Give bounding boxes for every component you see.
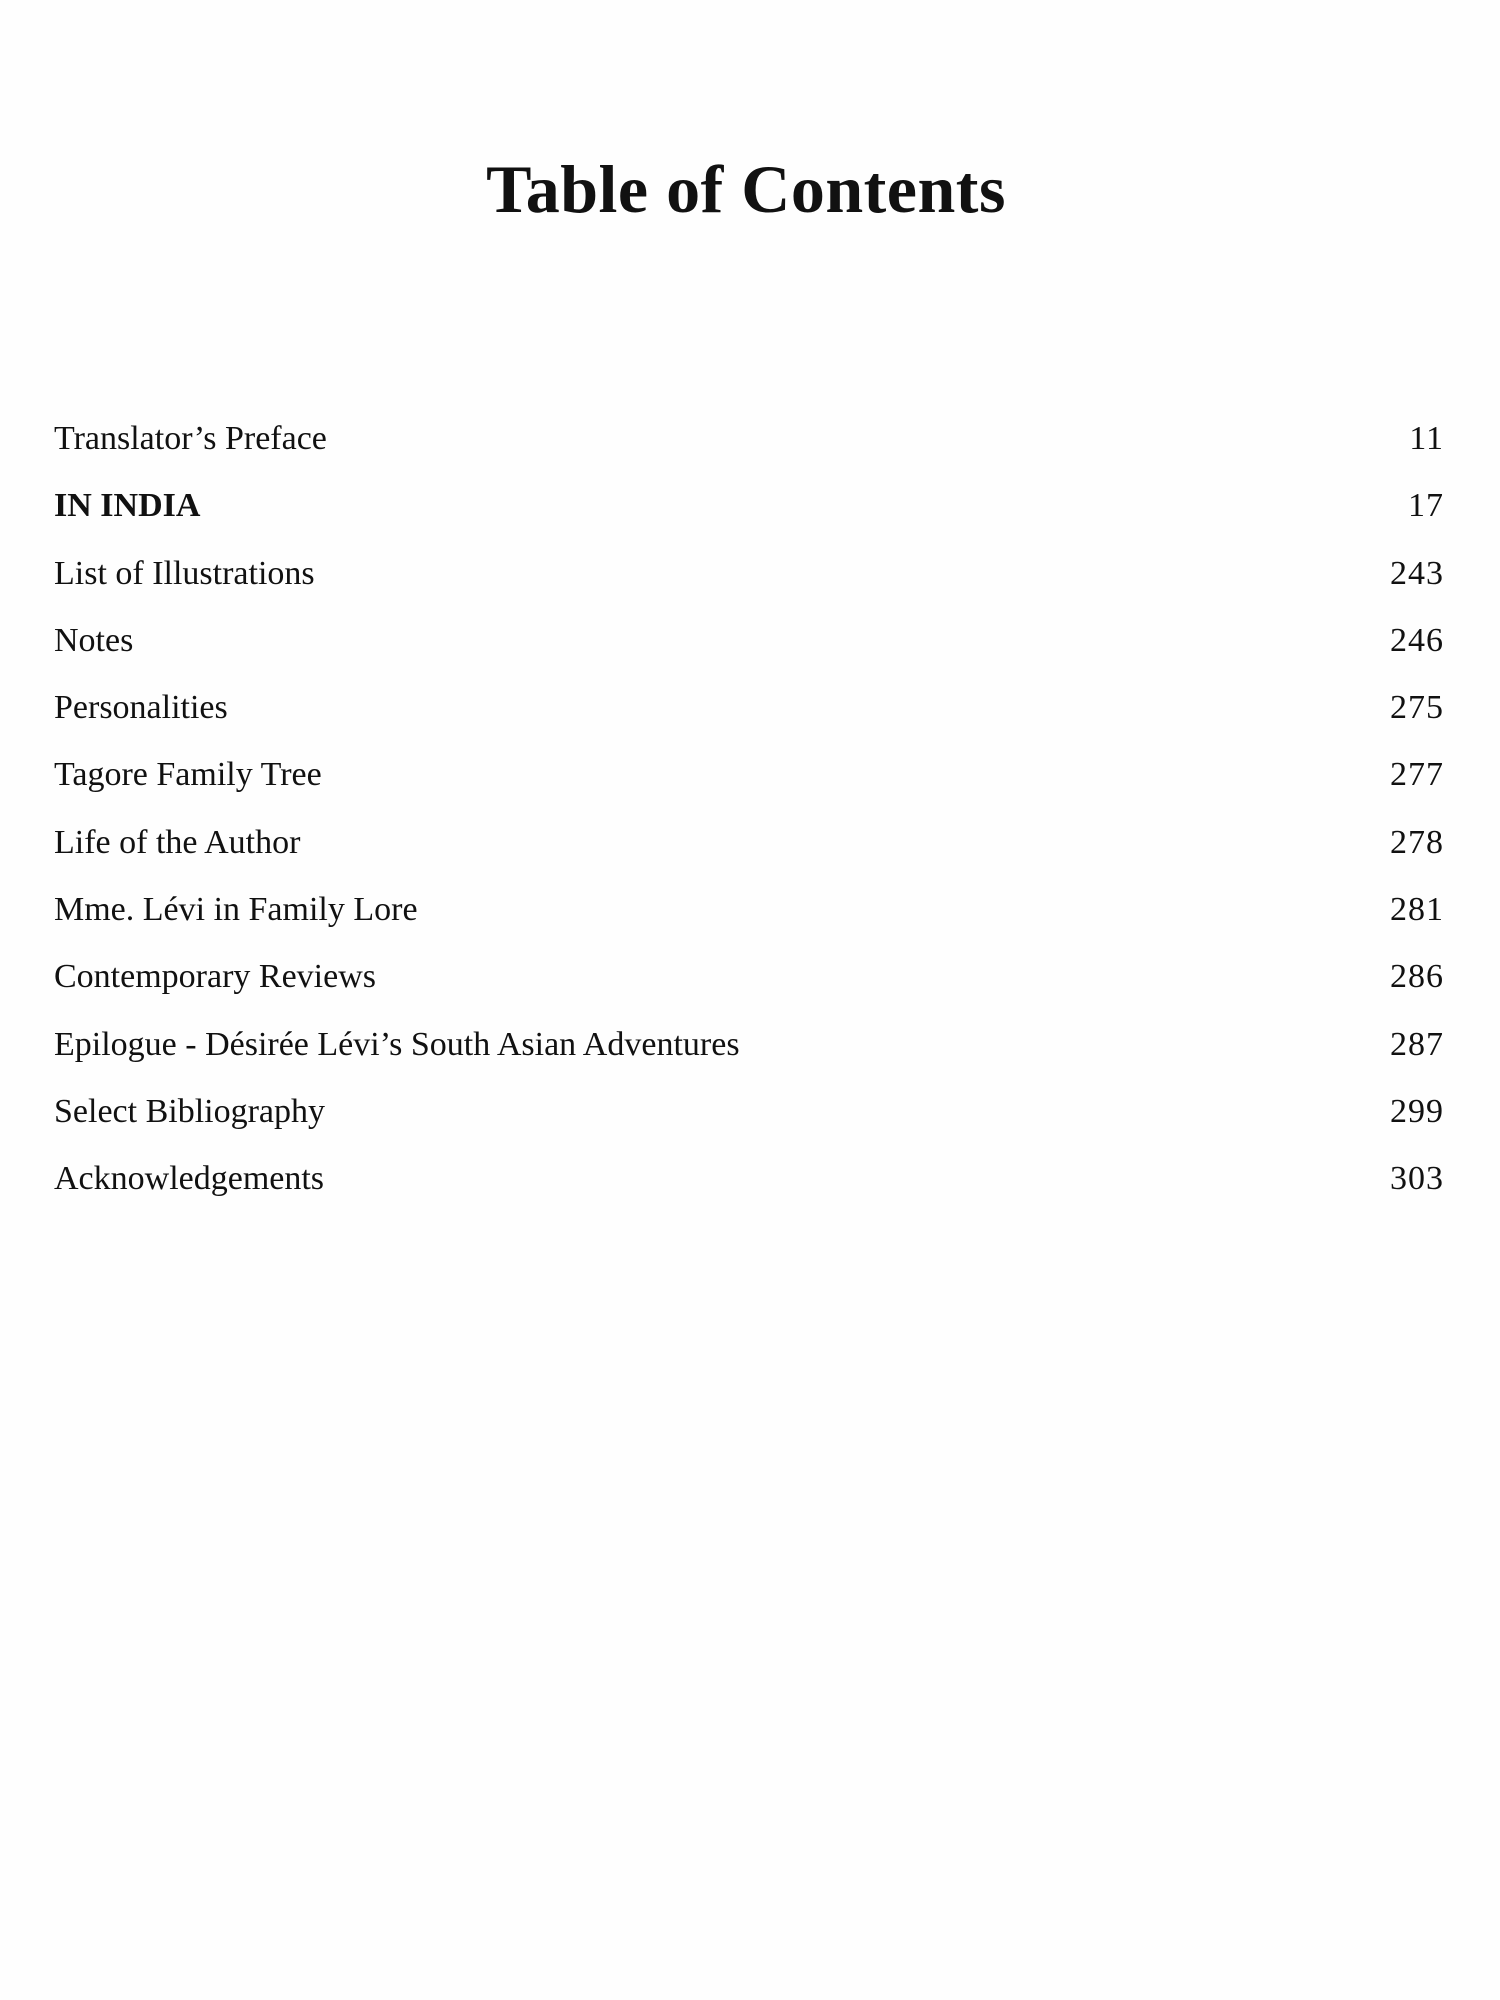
toc-entry-page: 17 [1408, 487, 1444, 525]
toc-entry-title: Acknowledgements [54, 1160, 325, 1198]
toc-entry-title: Notes [54, 621, 134, 659]
toc-entry-page: 281 [1390, 891, 1444, 929]
toc-entry-page: 11 [1409, 420, 1444, 457]
toc-entry-page: 303 [1390, 1160, 1444, 1198]
toc-entry-page: 287 [1390, 1025, 1444, 1063]
toc-entry [54, 1160, 1444, 1227]
toc-entry-title: Life of the Author [54, 823, 301, 861]
toc-entry-page: 246 [1390, 621, 1444, 659]
toc-entry [54, 756, 1444, 823]
toc-entry-page: 277 [1390, 756, 1444, 794]
toc-entry [54, 622, 1444, 689]
toc-entry [54, 824, 1444, 891]
toc-entry-title: Tagore Family Tree [54, 756, 322, 794]
toc-list [54, 420, 1444, 1228]
toc-entry-title: Select Bibliography [54, 1092, 326, 1130]
toc-entry-page: 286 [1390, 958, 1444, 996]
toc-entry [54, 958, 1444, 1025]
toc-entry [54, 891, 1444, 958]
toc-entry [54, 555, 1444, 622]
toc-entry-page: 299 [1390, 1092, 1444, 1130]
toc-entry-title: Epilogue - Désirée Lévi’s South Asian Adventures [54, 1025, 740, 1063]
toc-entry-title: IN INDIA [54, 487, 201, 525]
toc-entry-page: 243 [1390, 554, 1444, 592]
toc-entry-title: Personalities [54, 689, 228, 727]
toc-entry [54, 420, 1444, 487]
toc-entry [54, 689, 1444, 756]
toc-entry-page: 278 [1390, 823, 1444, 861]
toc-entry-title: Translator’s Preface [54, 420, 327, 457]
toc-entry-title: Mme. Lévi in Family Lore [54, 891, 418, 929]
toc-entry [54, 1093, 1444, 1160]
toc-entry-title: Contemporary Reviews [54, 958, 376, 996]
toc-entry-title: List of Illustrations [54, 554, 315, 592]
toc-entry [54, 487, 1444, 554]
toc-entry-page: 275 [1390, 689, 1444, 727]
toc-entry [54, 1026, 1444, 1093]
page-title: Table of Contents [486, 151, 1006, 227]
